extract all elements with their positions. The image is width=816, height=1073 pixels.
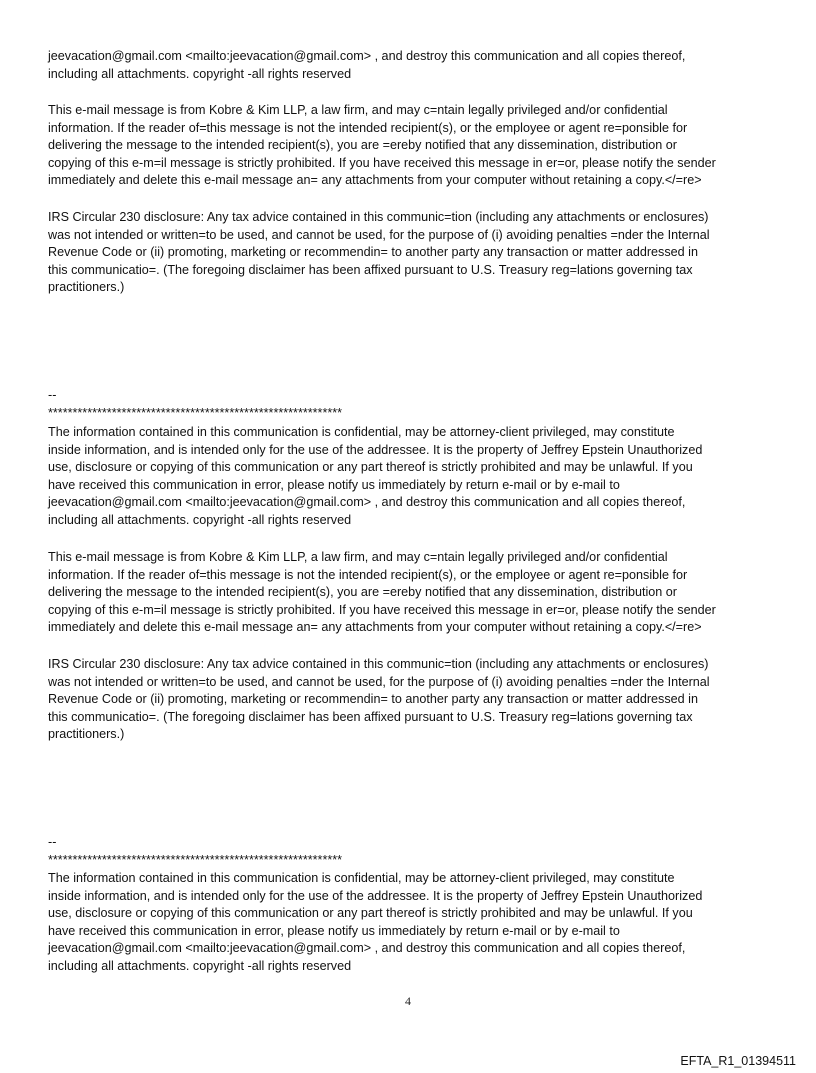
signature-separator-dash: -- [48,388,57,402]
kobre-kim-disclaimer: This e-mail message is from Kobre & Kim LLP, a law firm, and may c=ntain legally privileged and/or confidential information. If the reader of=this message is not the intended recipient(s), or the employee or agent re=ponsible for delivering the message to the intended recipient(s), you are =ereby notified that any dissemination, distribution or copying of this e-m=il message is strictly prohibited. If you have received this message in er=or, please notify the sender immediately and delete this e-mail message an= any attachments from your computer without retaining a copy.</=re> [48,550,716,635]
confidentiality-notice: The information contained in this communication is confidential, may be attorney-client privileged, may constitute inside information, and is intended only for the use of the addressee. It is the property of Jeffrey Epstein Unauthorized use, disclosure or copying of this communication or any part thereof is strictly prohibited and may be unlawful. If you have received this communication in error, please notify us immediately by return e-mail or by e-mail to jeevacation@gmail.com <mailto:jeevacation@gmail.com> , and destroy this communication and all copies thereof, including all attachments. copyright -all rights reserved [48,425,703,527]
asterisk-separator: ************************************************************ [48,853,343,867]
signature-separator-dash: -- [48,835,57,849]
irs-circular-230-disclosure: IRS Circular 230 disclosure: Any tax advice contained in this communic=tion (including any attachments or enclosures) was not intended or written=to be used, and cannot be used, for the purpose of (i) avoiding penalties =nder the Internal Revenue Code or (ii) promoting, marketing or recommendin= to another party any transaction or matter addressed in this communicatio=. (The foregoing disclaimer has been affixed pursuant to U.S. Treasury reg=lations governing tax practitioners.) [48,657,710,742]
irs-circular-230-disclosure: IRS Circular 230 disclosure: Any tax advice contained in this communic=tion (including any attachments or enclosures) was not intended or written=to be used, and cannot be used, for the purpose of (i) avoiding penalties =nder the Internal Revenue Code or (ii) promoting, marketing or recommendin= to another party any transaction or matter addressed in this communicatio=. (The foregoing disclaimer has been affixed pursuant to U.S. Treasury reg=lations governing tax practitioners.) [48,210,710,295]
kobre-kim-disclaimer: This e-mail message is from Kobre & Kim LLP, a law firm, and may c=ntain legally privileged and/or confidential information. If the reader of=this message is not the intended recipient(s), or the employee or agent re=ponsible for delivering the message to the intended recipient(s), you are =ereby notified that any dissemination, distribution or copying of this e-m=il message is strictly prohibited. If you have received this message in er=or, please notify the sender immediately and delete this e-mail message an= any attachments from your computer without retaining a copy.</=re> [48,103,716,188]
asterisk-separator: ************************************************************ [48,406,343,420]
confidentiality-notice-tail: jeevacation@gmail.com <mailto:jeevacation@gmail.com> , and destroy this communication and all copies thereof, including all attachments. copyright -all rights reserved [48,49,686,81]
confidentiality-notice: The information contained in this communication is confidential, may be attorney-client privileged, may constitute inside information, and is intended only for the use of the addressee. It is the property of Jeffrey Epstein Unauthorized use, disclosure or copying of this communication or any part thereof is strictly prohibited and may be unlawful. If you have received this communication in error, please notify us immediately by return e-mail or by e-mail to jeevacation@gmail.com <mailto:jeevacation@gmail.com> , and destroy this communication and all copies thereof, including all attachments. copyright -all rights reserved [48,871,703,973]
document-id: EFTA_R1_01394511 [680,1054,796,1068]
page-number: 4 [405,994,411,1008]
